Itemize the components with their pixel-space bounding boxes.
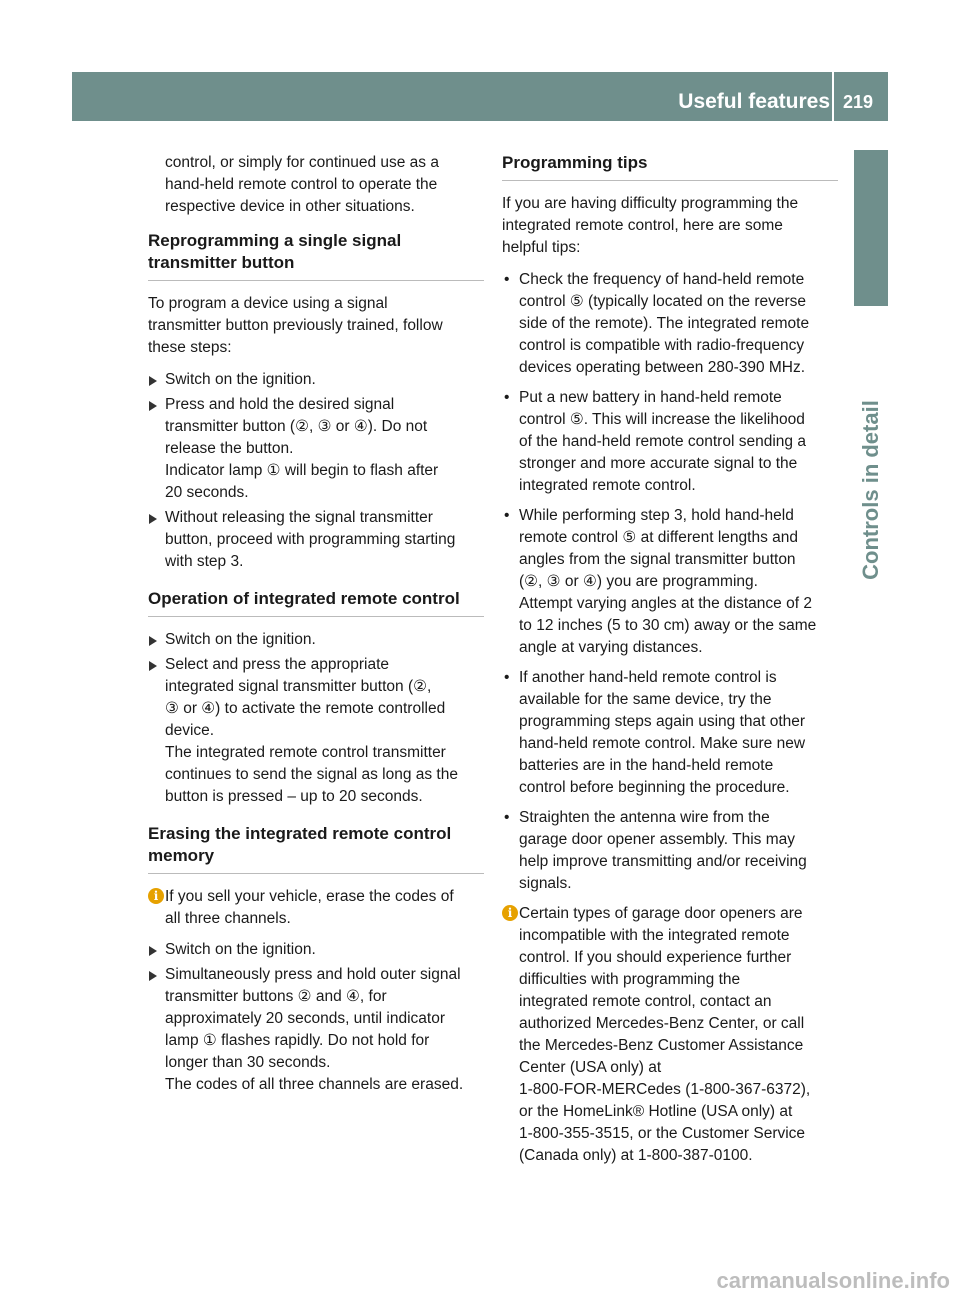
text-line: Switch on the ignition. bbox=[165, 631, 316, 648]
text-line: integrated remote control. bbox=[519, 477, 696, 494]
text-line: garage door opener assembly. This may bbox=[519, 831, 795, 848]
text-line: approximately 20 seconds, until indicator bbox=[165, 1010, 446, 1027]
text-line: device. bbox=[165, 722, 215, 739]
text-line: If another hand-held remote control is bbox=[519, 669, 777, 686]
text-line: The codes of all three channels are erased. bbox=[165, 1076, 464, 1093]
text-line: 1-800-FOR-MERCedes (1-800-367-6372), bbox=[519, 1081, 811, 1098]
section-title: Useful features bbox=[678, 90, 830, 113]
tip-angles: • While performing step 3, hold hand-held remote control ⑤ at different lengths and angles from the signal transmitter button (②, ③ or ④) you are programming. Attempt varying angles at the distance of 2 to 12 inches (5 to 30 cm) away or the same angle at varying distances. bbox=[502, 505, 838, 659]
text-line: (Canada only) at 1-800-387-0100. bbox=[519, 1147, 753, 1164]
text-line: transmitter button previously trained, follow bbox=[148, 317, 443, 334]
text-line: control, or simply for continued use as a bbox=[165, 154, 439, 171]
text-line: 20 seconds. bbox=[165, 484, 249, 501]
text-line: stronger and more accurate signal to the bbox=[519, 455, 798, 472]
text-line: side of the remote). The integrated remote bbox=[519, 315, 810, 332]
text-line: devices operating between 280-390 MHz. bbox=[519, 359, 806, 376]
right-column bbox=[502, 152, 838, 1170]
text-line: While performing step 3, hold hand-held bbox=[519, 507, 794, 524]
note-garage-openers bbox=[502, 903, 838, 1167]
text-line: 1-800-355-3515, or the Customer Service bbox=[519, 1125, 806, 1142]
text-line: of the hand-held remote control sending a bbox=[519, 433, 806, 450]
text-line: available for the same device, try the bbox=[519, 691, 772, 708]
text-line: these steps: bbox=[148, 339, 232, 356]
text-line: continues to send the signal as long as the bbox=[165, 766, 458, 783]
text-line: Switch on the ignition. bbox=[165, 941, 316, 958]
text-line: or the HomeLink® Hotline (USA only) at bbox=[519, 1103, 793, 1120]
chapter-tab bbox=[854, 150, 888, 306]
text-line: remote control ⑤ at different lengths and bbox=[519, 529, 798, 546]
step-press-hold bbox=[148, 394, 484, 504]
info-icon: i bbox=[148, 888, 164, 904]
step-switch-ignition bbox=[148, 369, 484, 391]
tip-battery: • Put a new battery in hand-held remote control ⑤. This will increase the likelihood of the hand-held remote control sending a stronger and more accurate signal to the integrated remote control. bbox=[502, 387, 838, 497]
tip-frequency: • Check the frequency of hand-held remote control ⑤ (typically located on the reverse side of the remote). The integrated remote control is compatible with radio-frequency devices operating between 280-390 MHz. bbox=[502, 269, 838, 379]
text-line: control. If you should experience further bbox=[519, 949, 792, 966]
text-line: programming steps again using that other bbox=[519, 713, 806, 730]
text-line: transmitter button (②, ③ or ④). Do not bbox=[165, 418, 428, 435]
text-line: Put a new battery in hand-held remote bbox=[519, 389, 782, 406]
step-select-press bbox=[148, 654, 484, 808]
text-line: all three channels. bbox=[165, 910, 291, 927]
text-line: Reprogramming a single signal bbox=[148, 231, 402, 250]
text-line: Switch on the ignition. bbox=[165, 371, 316, 388]
text-line: button is pressed – up to 20 seconds. bbox=[165, 788, 423, 805]
text-line: ③ or ④) to activate the remote controlled bbox=[165, 700, 446, 717]
text-line: signals. bbox=[519, 875, 572, 892]
text-line: button, proceed with programming starting bbox=[165, 531, 456, 548]
text-line: The integrated remote control transmitter bbox=[165, 744, 446, 761]
text-line: help improve transmitting and/or receiving bbox=[519, 853, 807, 870]
text-line: transmitter button bbox=[148, 253, 295, 272]
text-line: Operation of integrated remote control bbox=[148, 589, 460, 608]
text-line: Certain types of garage door openers are bbox=[519, 905, 803, 922]
text-line: difficulties with programming the bbox=[519, 971, 741, 988]
chapter-label: Controls in detail bbox=[858, 400, 883, 580]
text-line: If you are having difficulty programming the bbox=[502, 195, 799, 212]
text-line: longer than 30 seconds. bbox=[165, 1054, 331, 1071]
text-line: release the button. bbox=[165, 440, 294, 457]
text-line: Without releasing the signal transmitter bbox=[165, 509, 433, 526]
text-line: (②, ③ or ④) you are programming. bbox=[519, 573, 758, 590]
text-line: Straighten the antenna wire from the bbox=[519, 809, 770, 826]
text-line: If you sell your vehicle, erase the codes of bbox=[165, 888, 454, 905]
text-line: integrated remote control, contact an bbox=[519, 993, 772, 1010]
text-line: angle at varying distances. bbox=[519, 639, 703, 656]
text-line: memory bbox=[148, 846, 215, 865]
step-without-releasing bbox=[148, 507, 484, 573]
text-line: Simultaneously press and hold outer signal bbox=[165, 966, 461, 983]
text-line: integrated signal transmitter button (②, bbox=[165, 678, 432, 695]
intro-text bbox=[148, 152, 484, 218]
text-line: Select and press the appropriate bbox=[165, 656, 390, 673]
heading-operation bbox=[148, 588, 484, 617]
heading-reprogramming bbox=[148, 230, 484, 281]
text-line: integrated remote control, here are some bbox=[502, 217, 783, 234]
text-line: to 12 inches (5 to 30 cm) away or the same bbox=[519, 617, 817, 634]
heading-programming-tips bbox=[502, 152, 838, 181]
left-column bbox=[148, 152, 484, 1099]
text-line: respective device in other situations. bbox=[165, 198, 415, 215]
text-line: control before beginning the procedure. bbox=[519, 779, 790, 796]
text-line: control ⑤. This will increase the likelihood bbox=[519, 411, 805, 428]
text-line: hand-held remote control to operate the bbox=[165, 176, 438, 193]
text-line: Check the frequency of hand-held remote bbox=[519, 271, 805, 288]
paragraph-reprogramming bbox=[148, 293, 484, 359]
header-divider bbox=[832, 72, 834, 121]
text-line: control ⑤ (typically located on the reverse bbox=[519, 293, 806, 310]
text-line: control is compatible with radio-frequency bbox=[519, 337, 805, 354]
text-line: hand-held remote control. Make sure new bbox=[519, 735, 806, 752]
step-switch-ignition-2 bbox=[148, 629, 484, 651]
text-line: transmitter buttons ② and ④, for bbox=[165, 988, 387, 1005]
text-line: Indicator lamp ① will begin to flash after bbox=[165, 462, 439, 479]
tip-antenna: • Straighten the antenna wire from the garage door opener assembly. This may help improve transmitting and/or receiving signals. bbox=[502, 807, 838, 895]
text-line: Programming tips bbox=[502, 153, 648, 172]
text-line: Center (USA only) at bbox=[519, 1059, 662, 1076]
text-line: helpful tips: bbox=[502, 239, 581, 256]
text-line: To program a device using a signal bbox=[148, 295, 388, 312]
text-line: Attempt varying angles at the distance of 2 bbox=[519, 595, 812, 612]
tip-another-remote: • If another hand-held remote control is available for the same device, try the programming steps again using that other hand-held remote control. Make sure new batteries are in the hand-held remote control before beginning the procedure. bbox=[502, 667, 838, 799]
text-line: authorized Mercedes-Benz Center, or call bbox=[519, 1015, 805, 1032]
step-switch-ignition-3 bbox=[148, 939, 484, 961]
heading-erasing bbox=[148, 823, 484, 874]
text-line: angles from the signal transmitter button bbox=[519, 551, 796, 568]
watermark: carmanualsonline.info bbox=[716, 1268, 950, 1293]
note-erase bbox=[148, 886, 484, 930]
text-line: the Mercedes-Benz Customer Assistance bbox=[519, 1037, 804, 1054]
info-icon: i bbox=[502, 905, 518, 921]
text-line: with step 3. bbox=[165, 553, 244, 570]
text-line: Press and hold the desired signal bbox=[165, 396, 395, 413]
text-line: batteries are in the hand-held remote bbox=[519, 757, 774, 774]
page-number: 219 bbox=[843, 92, 874, 112]
paragraph-tips bbox=[502, 193, 838, 259]
text-line: Erasing the integrated remote control bbox=[148, 824, 452, 843]
step-simultaneously-press bbox=[148, 964, 484, 1096]
text-line: lamp ① flashes rapidly. Do not hold for bbox=[165, 1032, 430, 1049]
text-line: incompatible with the integrated remote bbox=[519, 927, 790, 944]
